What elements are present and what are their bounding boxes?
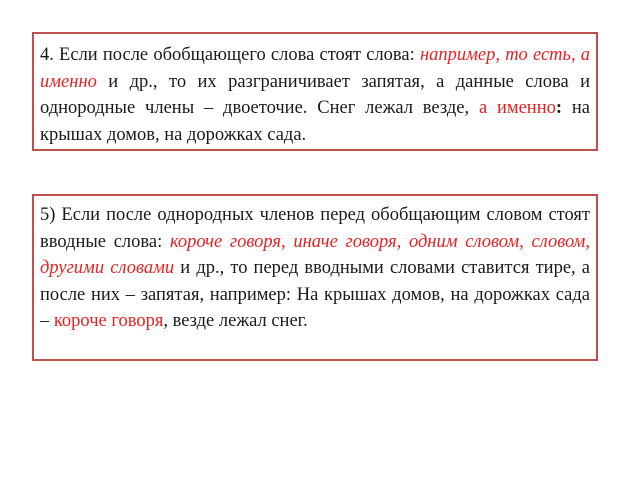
- rule-4-box: [32, 32, 598, 151]
- rule-5-highlight-examples: короче говоря, иначе говоря, одним словом, словом, другими словами: [40, 231, 590, 279]
- rule-4-highlight-examples: например, то есть, а именно: [40, 45, 591, 92]
- rule-4-text-continued: и др., то их разграничивает запятая, а данные слова и однородные члены – двоеточие. Снег лежал везде,: [40, 71, 590, 119]
- rule-5-text-end: , везде лежал снег.: [163, 311, 308, 332]
- rule-5-text: 5) Если после однородных членов перед обобщающим словом стоят вводные слова:: [40, 205, 590, 252]
- rule-4-text: 4. Если после обобщающего слова стоят слова:: [40, 45, 420, 65]
- rule-4-highlight-a-imenno: а именно: [478, 98, 556, 119]
- rule-4-text-end: на крышах домов, на дорожках сада.: [40, 98, 590, 145]
- rule-4-colon: :: [555, 98, 563, 119]
- rule-5-box: [32, 194, 598, 361]
- rule-5-text-continued: и др., то перед вводными словами ставится тире, а после них – запятая, например: На крышах домов, на дорожках сада –: [40, 258, 590, 332]
- rule-5-highlight-koroche-govorya: короче говоря: [53, 311, 164, 332]
